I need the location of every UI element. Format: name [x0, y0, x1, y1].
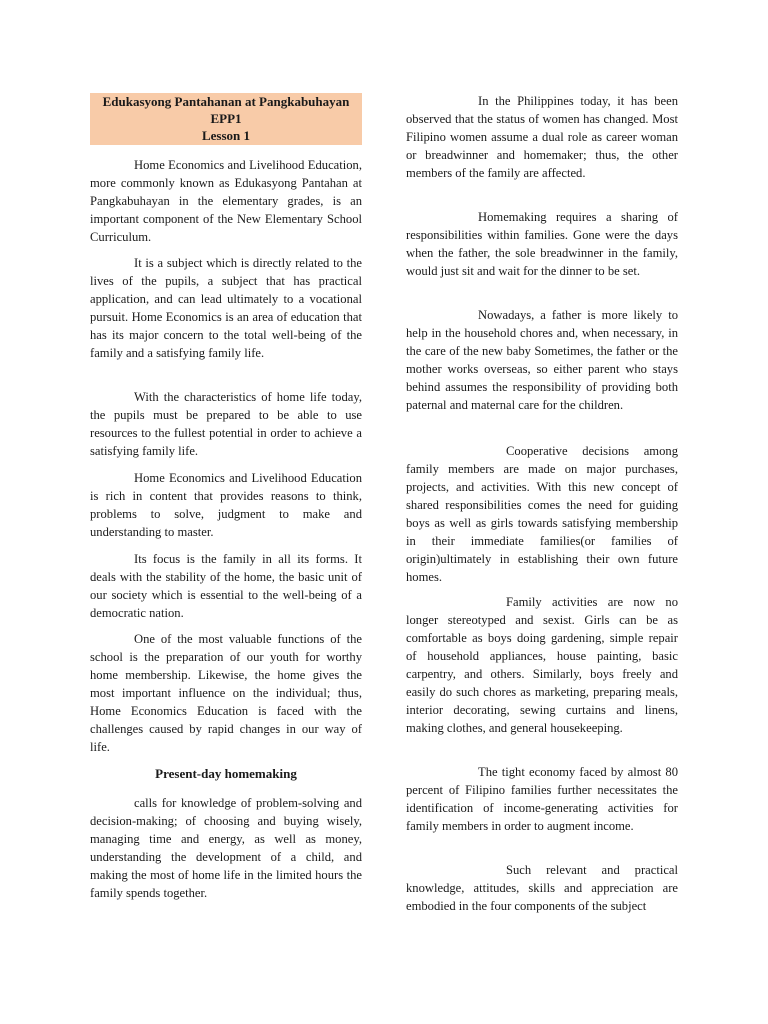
lesson-header [90, 93, 362, 145]
left-paragraph-5: Its focus is the family in all its forms. It deals with the stability of the home, the basic unit of our society which is essential to the well-being of a democratic nation. [90, 552, 362, 620]
right-paragraph-5: Family activities are now no longer stereotyped and sexist. Girls can be as comfortable as boys doing gardening, simple repair of household appliances, house painting, basic carpentry, and others. Similarly, boys freely and easily do such chores as marketing, preparing meals, interior decorating, sewing curtains and linens, making clothes, and general housekeeping. [406, 595, 678, 735]
header-title: Edukasyong Pantahanan at Pangkabuhayan [102, 94, 350, 109]
left-paragraph-4: Home Economics and Livelihood Education is rich in content that provides reasons to think, problems to solve, judgment to make and understanding to master. [90, 471, 362, 539]
left-paragraph-3: With the characteristics of home life today, the pupils must be prepared to be able to use resources to the fullest potential in order to achieve a satisfying family life. [90, 390, 362, 458]
left-paragraph-2: It is a subject which is directly related to the lives of the pupils, a subject that has practical application, and can lead ultimately to a vocational pursuit. Home Economics is an area of education that has its major concern to the total well-being of the family and a satisfying family life. [90, 256, 362, 360]
left-paragraph-6: One of the most valuable functions of the school is the preparation of our youth for worthy home membership. Likewise, the home gives the most important influence on the individual; thus, Home Economics Education is faced with the challenges caused by rapid changes in our way of life. [90, 632, 362, 754]
right-paragraph-2: Homemaking requires a sharing of responsibilities within families. Gone were the days when the father, the sole breadwinner in the family, would just sit and wait for the dinner to be set. [406, 210, 678, 278]
section-subheading: Present-day homemaking [155, 766, 297, 781]
right-paragraph-4: Cooperative decisions among family members are made on major purchases, projects, and activities. With this new concept of shared responsibilities comes the need for guiding boys as well as girls towards satisfying membership in their immediate families(or families of origin)ultimately in establishing their own future homes. [406, 444, 678, 584]
right-paragraph-1: In the Philippines today, it has been observed that the status of women has changed. Most Filipino women assume a dual role as career woman or breadwinner and homemaker; thus, the other members of the family are affected. [406, 94, 678, 180]
left-paragraph-7: calls for knowledge of problem-solving and decision-making; of choosing and buying wisely, managing time and energy, as well as money, understanding the development of a child, and making the most of home life in the limited hours the family spends together. [90, 796, 362, 900]
left-paragraph-1: Home Economics and Livelihood Education, more commonly known as Edukasyong Pantahan at Pangkabuhayan in the elementary grades, is an important component of the New Elementary School Curriculum. [90, 158, 362, 244]
right-paragraph-7: Such relevant and practical knowledge, attitudes, skills and appreciation are embodied in the four components of the subject [406, 863, 678, 913]
right-paragraph-6: The tight economy faced by almost 80 percent of Filipino families further necessitates the identification of income-generating activities for family members in order to augment income. [406, 765, 678, 833]
header-lesson: Lesson 1 [201, 128, 251, 143]
header-subject-code: EPP1 [210, 111, 242, 126]
right-paragraph-3: Nowadays, a father is more likely to help in the household chores and, when necessary, in the care of the new baby Sometimes, the father or the mother works overseas, so either parent who stays behind assumes the responsibility of providing both paternal and maternal care for the children. [406, 308, 678, 412]
